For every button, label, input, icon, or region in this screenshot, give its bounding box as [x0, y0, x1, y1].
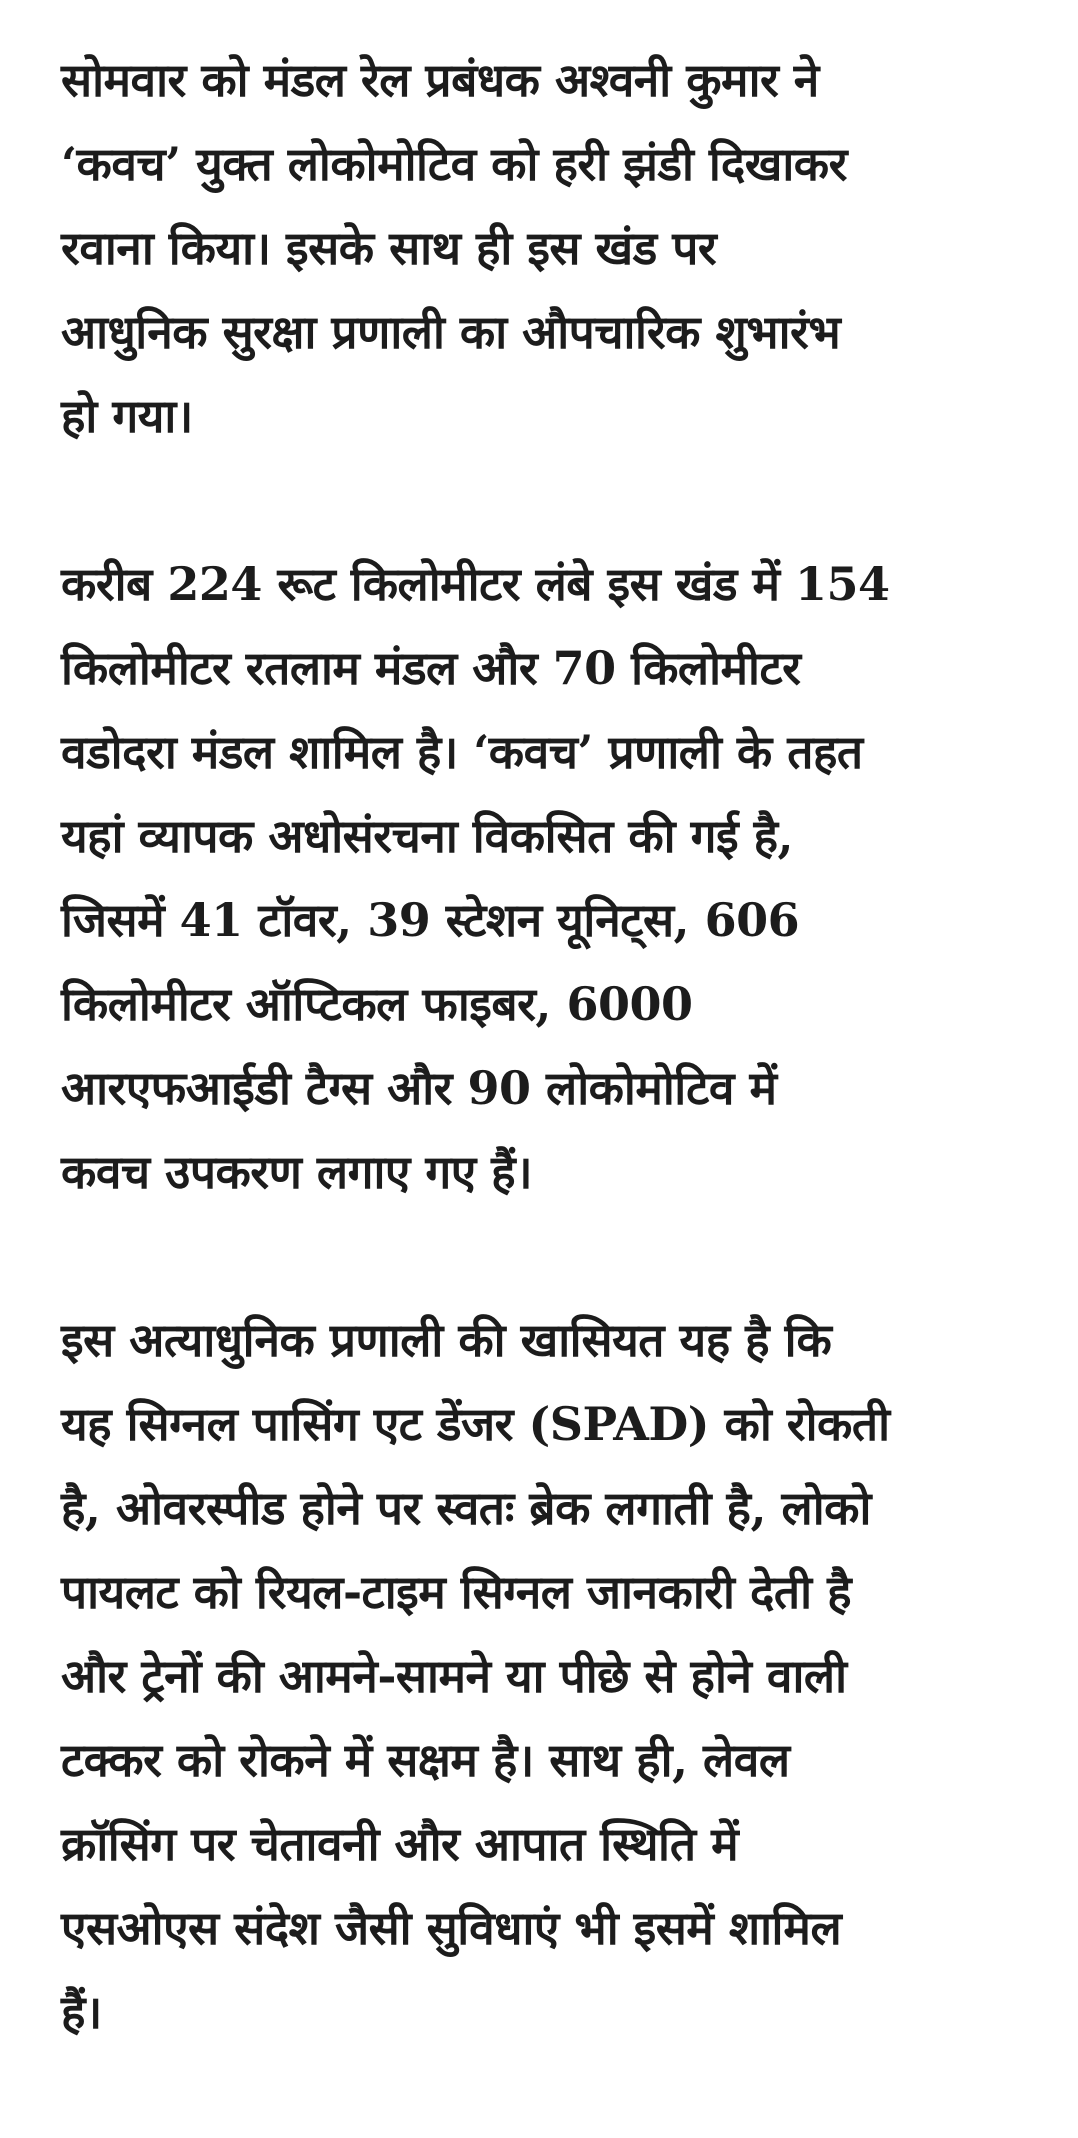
text-line: हो गया। [61, 389, 193, 443]
text-line: आधुनिक सुरक्षा प्रणाली का औपचारिक शुभारंभ [61, 305, 841, 359]
text-line: ‘कवच’ युक्त लोकोमोटिव को हरी झंडी दिखाकर [61, 137, 847, 191]
paragraph-infrastructure [61, 542, 1036, 1214]
text-line: यह सिग्नल पासिंग एट डेंजर (SPAD) को रोकती [61, 1397, 890, 1451]
text-line: इस अत्याधुनिक प्रणाली की खासियत यह है कि [61, 1313, 832, 1367]
text-line: पायलट को रियल-टाइम सिग्नल जानकारी देती है [61, 1565, 851, 1619]
text-line: और ट्रेनों की आमने-सामने या पीछे से होने वाली [61, 1649, 847, 1703]
text-line: रवाना किया। इसके साथ ही इस खंड पर [61, 221, 717, 275]
text-line: है, ओवरस्पीड होने पर स्वतः ब्रेक लगाती है, लोको [61, 1481, 871, 1535]
text-line: क्रॉसिंग पर चेतावनी और आपात स्थिति में [61, 1817, 739, 1871]
text-line: कवच उपकरण लगाए गए हैं। [61, 1145, 533, 1199]
text-line: किलोमीटर रतलाम मंडल और 70 किलोमीटर [61, 641, 801, 695]
paragraph-features [61, 1298, 1036, 2054]
text-line: किलोमीटर ऑप्टिकल फाइबर, 6000 [61, 977, 693, 1031]
text-line: करीब 224 रूट किलोमीटर लंबे इस खंड में 154 [61, 557, 890, 611]
text-line: आरएफआईडी टैग्स और 90 लोकोमोटिव में [61, 1061, 777, 1115]
text-line: जिसमें 41 टॉवर, 39 स्टेशन यूनिट्स, 606 [61, 893, 800, 947]
text-line: टक्कर को रोकने में सक्षम है। साथ ही, लेवल [61, 1733, 790, 1787]
text-line: सोमवार को मंडल रेल प्रबंधक अश्वनी कुमार ने [61, 53, 819, 107]
text-line: वडोदरा मंडल शामिल है। ‘कवच’ प्रणाली के तहत [61, 725, 863, 779]
text-line: हैं। [61, 1985, 102, 2039]
text-line: यहां व्यापक अधोसंरचना विकसित की गई है, [61, 809, 794, 863]
text-line: एसओएस संदेश जैसी सुविधाएं भी इसमें शामिल [61, 1901, 842, 1955]
paragraph-kavach-launch [61, 38, 1036, 458]
article-body [61, 38, 1036, 2138]
